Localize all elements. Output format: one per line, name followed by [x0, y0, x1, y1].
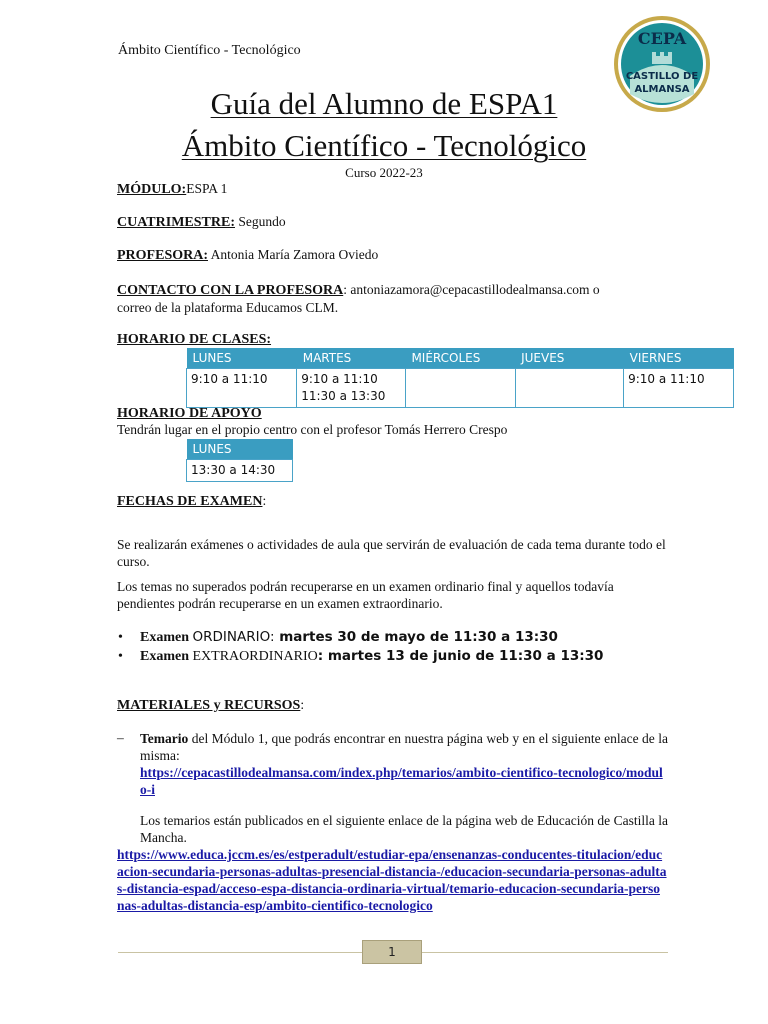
- exam-extraordinario-item: [118, 648, 603, 665]
- schedule-cell-martes: 9:10 a 11:10 11:30 a 13:30: [297, 369, 406, 408]
- support-cell-lunes: 13:30 a 14:30: [187, 460, 293, 482]
- apoyo-label: HORARIO DE APOYO: [117, 406, 262, 421]
- horario-label: HORARIO DE CLASES:: [117, 332, 272, 347]
- temario-link[interactable]: https://cepacastillodealmansa.com/index.php/temarios/ambito-cientifico-tecnologico/modulo-i: [140, 765, 663, 797]
- exam-ordinario-date: martes 30 de mayo de 11:30 a 13:30: [274, 629, 558, 645]
- page-title-line1: Guía del Alumno de ESPA1: [210, 86, 558, 121]
- schedule-row: [187, 369, 734, 408]
- support-header-row: [187, 439, 293, 460]
- fechas-heading: [117, 493, 266, 510]
- logo-line2: ALMANSA: [634, 84, 690, 95]
- exam-ordinario-item: [118, 629, 558, 646]
- materiales-colon: :: [300, 697, 305, 712]
- apoyo-text: Tendrán lugar en el propio centro con el profesor Tomás Herrero Crespo: [117, 422, 508, 437]
- class-schedule-table: [186, 348, 734, 408]
- exam-extra-lead: Examen: [140, 649, 193, 664]
- schedule-cell-viernes: 9:10 a 11:10: [624, 369, 734, 408]
- temario-paragraph: [140, 730, 668, 798]
- temario-text: del Módulo 1, que podrás encontrar en nuestra página web y en el siguiente enlace de la misma:: [140, 731, 668, 763]
- bullet-icon: •: [118, 630, 123, 645]
- page-number: 1: [362, 940, 422, 964]
- fechas-paragraph-1: Se realizarán exámenes o actividades de aula que servirán de evaluación de cada tema durante todo el curso.: [117, 537, 666, 569]
- profesora-label: PROFESORA:: [117, 248, 208, 263]
- cuatrimestre-row: [117, 214, 286, 231]
- exam-ordinario-lead: Examen: [140, 630, 193, 645]
- logo-cepa-text: CEPA: [637, 29, 687, 48]
- profesora-value: Antonia María Zamora Oviedo: [208, 247, 379, 262]
- modulo-label: MÓDULO:: [117, 182, 187, 197]
- horario-heading: [117, 331, 271, 348]
- schedule-header-viernes: VIERNES: [624, 348, 734, 369]
- cuatrimestre-value: Segundo: [234, 214, 286, 229]
- educa-link-block: [117, 846, 667, 914]
- support-schedule-table: [186, 439, 293, 482]
- temario-label: Temario: [140, 731, 189, 746]
- cuatrimestre-label: CUATRIMESTRE:: [117, 215, 235, 230]
- exam-extra-kind: EXTRAORDINARIO: [192, 649, 318, 664]
- schedule-header-lunes: LUNES: [187, 348, 297, 369]
- schedule-header-martes: MARTES: [297, 348, 406, 369]
- schedule-cell-miercoles: [405, 369, 515, 408]
- bullet-icon: •: [118, 649, 123, 664]
- fechas-label: FECHAS DE EXAMEN: [117, 494, 263, 509]
- materiales-label: MATERIALES y RECURSOS: [117, 698, 301, 713]
- fechas-colon: :: [262, 493, 267, 508]
- exam-extra-date: : martes 13 de junio de 11:30 a 13:30: [317, 648, 604, 664]
- schedule-header-row: [187, 348, 734, 369]
- logo-line1: CASTILLO DE: [625, 71, 699, 82]
- educa-link[interactable]: https://www.educa.jccm.es/es/estperadult/estudiar-epa/ensenanzas-conducentes-titulacion/educacion-secundaria-personas-adultas-presencial-distancia-/educacion-secundaria-personas-adultas-distancia-espad/acceso-espa-distancia-ordinaria-virtual/temario-educacion-secundaria-personas-adultas-distancia-esp/ambito-cientifico-tecnologico: [117, 847, 667, 913]
- contacto-row: [117, 281, 600, 316]
- course-year: Curso 2022-23: [345, 165, 423, 180]
- support-header-lunes: LUNES: [187, 439, 293, 460]
- educa-paragraph: Los temarios están publicados en el siguiente enlace de la página web de Educación de Castilla la Mancha.: [140, 813, 668, 845]
- fechas-paragraph-2: Los temas no superados podrán recuperarse en un examen ordinario final y aquellos todavía pendientes podrán recuperarse en un examen extraordinario.: [117, 579, 614, 611]
- materiales-dash: –: [117, 730, 124, 745]
- profesora-row: [117, 247, 378, 264]
- contacto-value-2: correo de la plataforma Educamos CLM.: [117, 300, 339, 315]
- contacto-value: : antoniazamora@cepacastillodealmansa.com o: [343, 282, 600, 297]
- support-row: [187, 460, 293, 482]
- schedule-header-miercoles: MIÉRCOLES: [405, 348, 515, 369]
- contacto-label: CONTACTO CON LA PROFESORA: [117, 283, 344, 298]
- running-header: Ámbito Científico - Tecnológico: [118, 43, 301, 58]
- modulo-row: [117, 181, 227, 198]
- apoyo-heading: [117, 405, 262, 422]
- schedule-cell-jueves: [515, 369, 624, 408]
- modulo-value: ESPA 1: [186, 181, 228, 196]
- schedule-cell-lunes: 9:10 a 11:10: [187, 369, 297, 408]
- exam-ordinario-kind: ORDINARIO:: [192, 629, 275, 645]
- materiales-heading: [117, 697, 304, 714]
- schedule-header-jueves: JUEVES: [515, 348, 624, 369]
- page-title-line2: Ámbito Científico - Tecnológico: [181, 128, 587, 163]
